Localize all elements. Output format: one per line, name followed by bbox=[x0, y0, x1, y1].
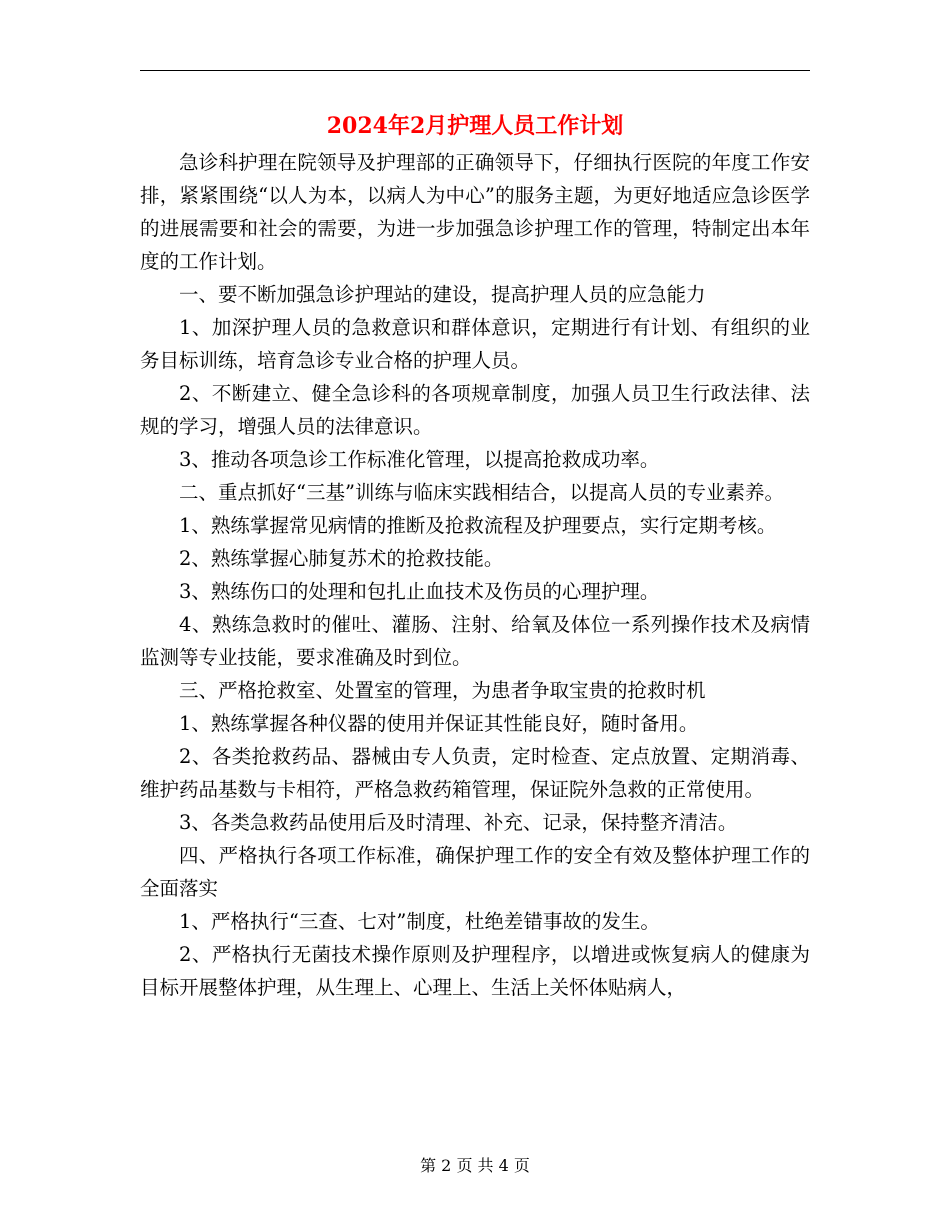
section-heading-3: 三、严格抢救室、处置室的管理，为患者争取宝贵的抢救时机 bbox=[179, 679, 706, 702]
paragraph: 2、熟练掌握心肺复苏术的抢救技能。 bbox=[179, 547, 504, 570]
section-heading-2: 二、重点抓好“三基”训练与临床实践相结合，以提高人员的专业素养。 bbox=[179, 481, 784, 504]
paragraph: 1、加深护理人员的急救意识和群体意识，定期进行有计划、有组织的业务目标训练，培育急诊专业合格的护理人员。 bbox=[140, 316, 810, 372]
document-body bbox=[140, 146, 810, 1004]
paragraph: 1、熟练掌握常见病情的推断及抢救流程及护理要点，实行定期考核。 bbox=[179, 514, 777, 537]
paragraph: 2、严格执行无菌技术操作原则及护理程序，以增进或恢复病人的健康为目标开展整体护理，从生理上、心理上、生活上关怀体贴病人， bbox=[140, 943, 810, 999]
paragraph: 3、熟练伤口的处理和包扎止血技术及伤员的心理护理。 bbox=[179, 580, 660, 603]
paragraph: 3、各类急救药品使用后及时清理、补充、记录，保持整齐清洁。 bbox=[179, 811, 738, 834]
page-footer: 第 2 页 共 4 页 bbox=[420, 1156, 530, 1175]
paragraph-intro: 急诊科护理在院领导及护理部的正确领导下，仔细执行医院的年度工作安排，紧紧围绕“以人为本，以病人为中心”的服务主题，为更好地适应急诊医学的进展需要和社会的需要，为进一步加强急诊护理工作的管理，特制定出本年度的工作计划。 bbox=[140, 151, 810, 273]
section-heading-1: 一、要不断加强急诊护理站的建设，提高护理人员的应急能力 bbox=[179, 283, 706, 306]
paragraph: 1、严格执行“三查、七对”制度，杜绝差错事故的发生。 bbox=[179, 910, 660, 933]
paragraph: 1、熟练掌握各种仪器的使用并保证其性能良好，随时备用。 bbox=[179, 712, 699, 735]
paragraph: 3、推动各项急诊工作标准化管理，以提高抢救成功率。 bbox=[179, 448, 660, 471]
header-rule bbox=[140, 70, 810, 71]
paragraph: 2、各类抢救药品、器械由专人负责，定时检查、定点放置、定期消毒、维护药品基数与卡相符，严格急救药箱管理，保证院外急救的正常使用。 bbox=[140, 745, 810, 801]
section-heading-4: 四、严格执行各项工作标准，确保护理工作的安全有效及整体护理工作的全面落实 bbox=[140, 844, 810, 900]
paragraph: 2、不断建立、健全急诊科的各项规章制度，加强人员卫生行政法律、法规的学习，增强人员的法律意识。 bbox=[140, 382, 810, 438]
document-title: 2024年2月护理人员工作计划 bbox=[326, 113, 624, 139]
paragraph: 4、熟练急救时的催吐、灌肠、注射、给氧及体位一系列操作技术及病情监测等专业技能，要求准确及时到位。 bbox=[140, 613, 810, 669]
